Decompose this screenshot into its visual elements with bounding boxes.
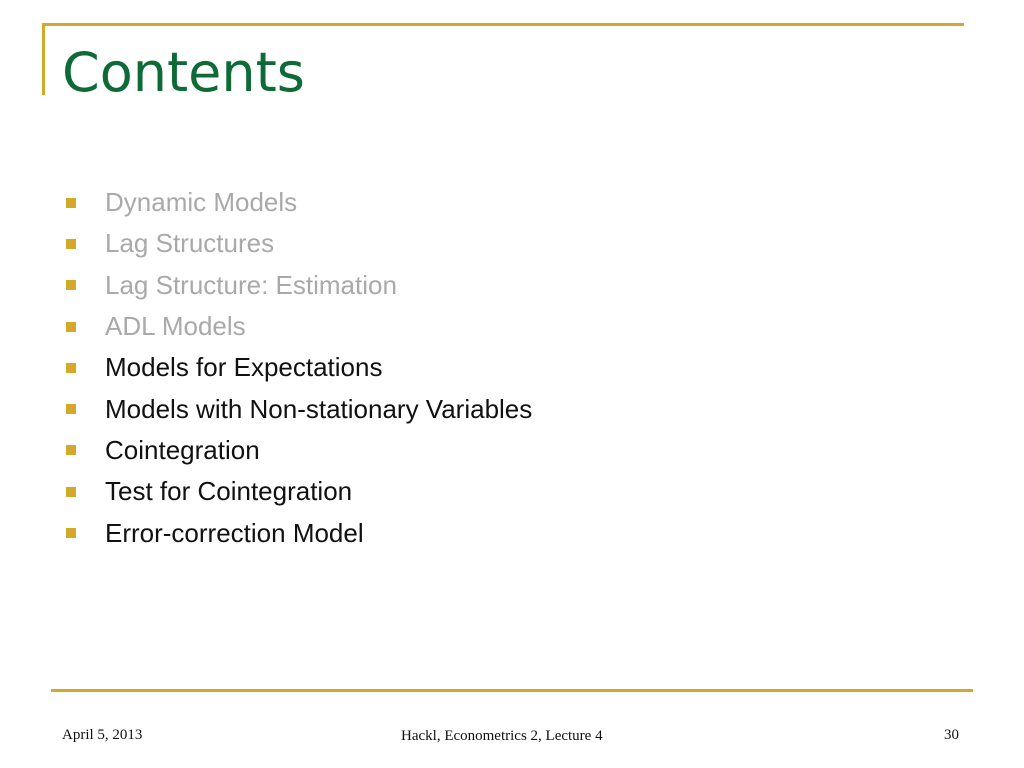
square-bullet-icon [66,322,76,332]
contents-list [66,182,532,554]
square-bullet-icon [66,404,76,414]
square-bullet-icon [66,445,76,455]
contents-item [66,388,532,429]
contents-item-label: Lag Structure: Estimation [105,269,397,300]
slide-title: Contents [62,41,305,104]
contents-item [66,223,532,264]
square-bullet-icon [66,239,76,249]
contents-item-label: Dynamic Models [105,187,298,218]
contents-item [66,471,532,512]
contents-item [66,182,532,223]
contents-item-label: Lag Structures [105,228,275,259]
footer-date: April 5, 2013 [62,727,143,743]
square-bullet-icon [66,487,76,497]
contents-item [66,430,532,471]
square-bullet-icon [66,528,76,538]
footer-title: Hackl, Econometrics 2, Lecture 4 [401,728,603,744]
contents-item-label: Models with Non-stationary Variables [105,393,533,424]
left-frame-line [42,23,45,95]
contents-item-label: Error-correction Model [105,517,364,548]
contents-item [66,347,532,388]
contents-item-label: Test for Cointegration [105,476,353,507]
contents-item-label: Cointegration [105,434,260,465]
contents-item [66,512,532,553]
contents-item [66,265,532,306]
top-frame-line [42,23,964,26]
page-number: 30 [944,727,959,743]
square-bullet-icon [66,280,76,290]
square-bullet-icon [66,363,76,373]
contents-item-label: ADL Models [105,311,246,342]
footer-rule [51,689,973,692]
contents-item [66,306,532,347]
square-bullet-icon [66,198,76,208]
contents-item-label: Models for Expectations [105,352,383,383]
